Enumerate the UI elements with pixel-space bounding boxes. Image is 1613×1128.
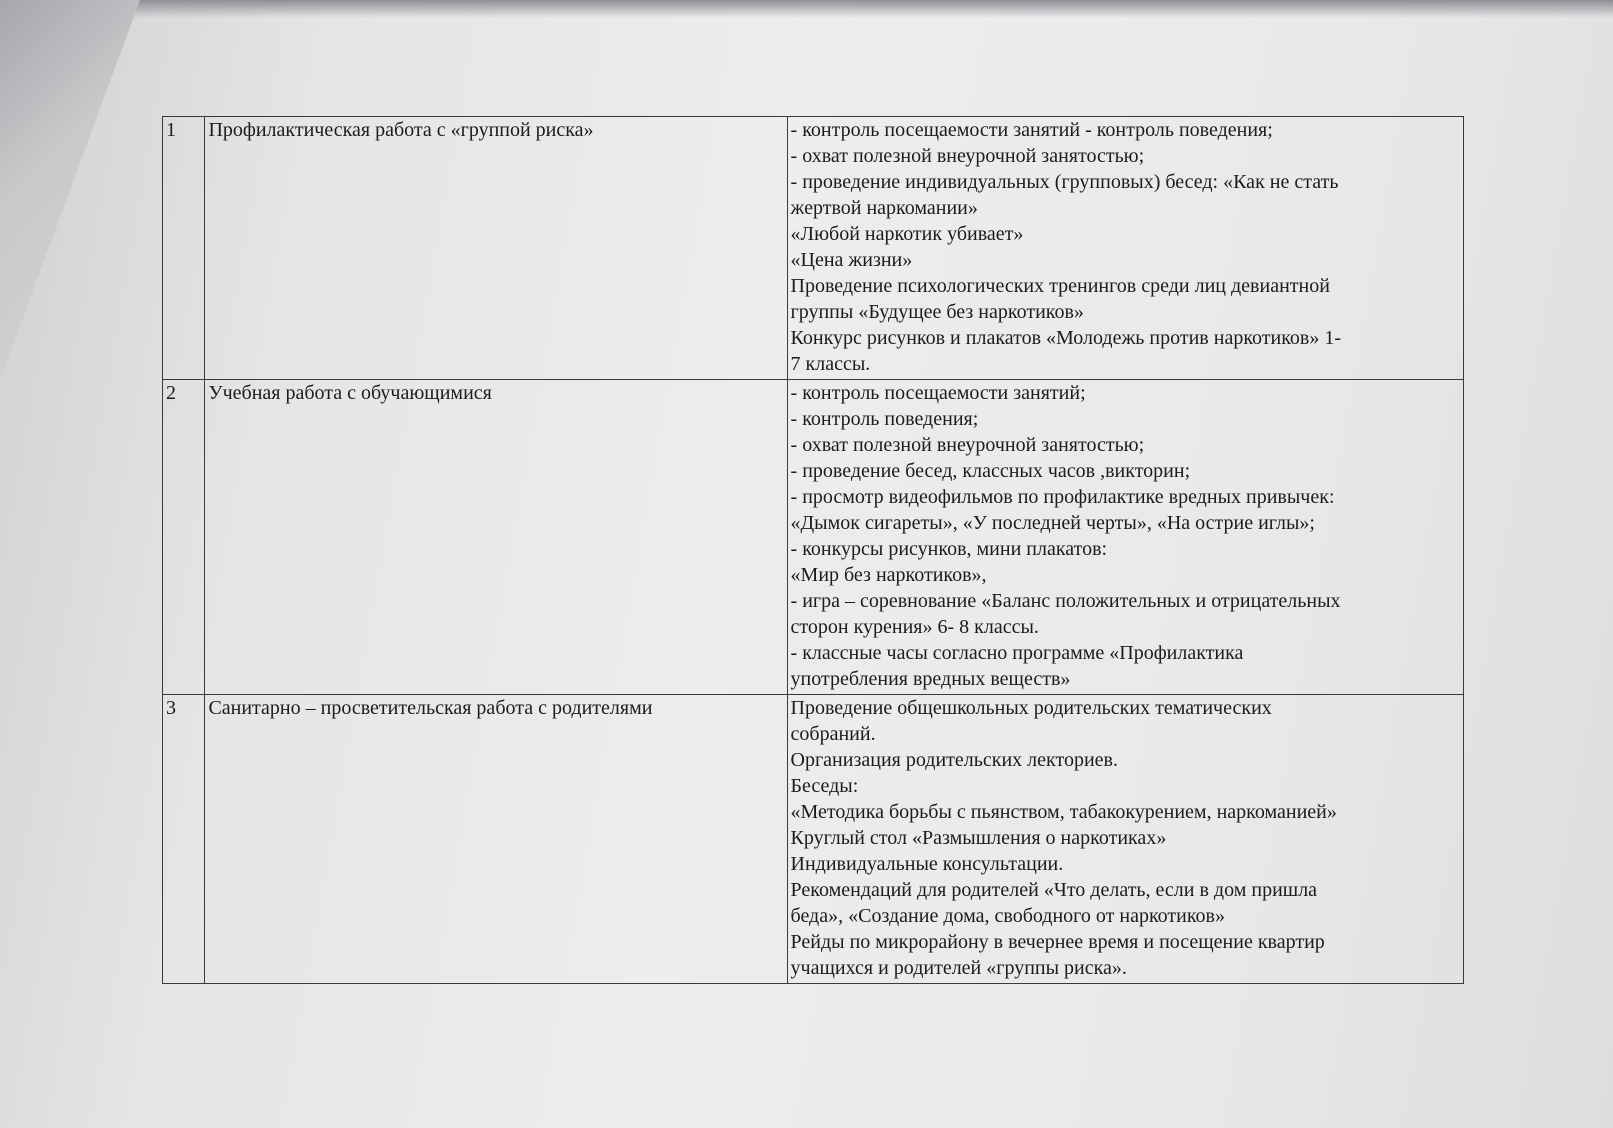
content-line: «Любой наркотик убивает» xyxy=(790,223,1024,245)
content-line: - проведение бесед, классных часов ,викторин; xyxy=(790,460,1191,482)
row-title: Профилактическая работа с «группой риска» xyxy=(205,117,787,380)
table-row xyxy=(163,117,1464,380)
content-line: употребления вредных веществ» xyxy=(790,668,1071,690)
content-line: учащихся и родителей «группы риска». xyxy=(790,957,1127,979)
content-line: - классные часы согласно программе «Профилактика xyxy=(790,642,1244,664)
content-line: - контроль посещаемости занятий; xyxy=(790,382,1086,404)
content-line: - охват полезной внеурочной занятостью; xyxy=(790,434,1145,456)
content-line: 7 классы. xyxy=(790,353,871,375)
row-number: 3 xyxy=(163,695,205,984)
content-line: «Цена жизни» xyxy=(790,249,913,271)
content-line: - проведение индивидуальных (групповых) бесед: «Как не стать xyxy=(790,171,1339,193)
content-line: сторон курения» 6- 8 классы. xyxy=(790,616,1039,638)
content-line: - контроль посещаемости занятий - контроль поведения; xyxy=(790,119,1273,141)
content-line: - конкурсы рисунков, мини плакатов: xyxy=(790,538,1108,560)
content-line: - контроль поведения; xyxy=(790,408,979,430)
content-line: Круглый стол «Размышления о наркотиках» xyxy=(790,827,1167,849)
content-line: Индивидуальные консультации. xyxy=(790,853,1064,875)
content-line: «Дымок сигареты», «У последней черты», «На острие иглы»; xyxy=(790,512,1315,534)
content-line: Конкурс рисунков и плакатов «Молодежь против наркотиков» 1- xyxy=(790,327,1342,349)
content-line: группы «Будущее без наркотиков» xyxy=(790,301,1084,323)
row-number: 1 xyxy=(163,117,205,380)
content-line: собраний. xyxy=(790,723,876,745)
content-line: Рейды по микрорайону в вечернее время и посещение квартир xyxy=(790,931,1325,953)
table-row xyxy=(163,380,1464,695)
row-title: Учебная работа с обучающимися xyxy=(205,380,787,695)
content-line: - игра – соревнование «Баланс положительных и отрицательных xyxy=(790,590,1341,612)
row-title: Санитарно – просветительская работа с родителями xyxy=(205,695,787,984)
content-line: Проведение психологических тренингов среди лиц девиантной xyxy=(790,275,1330,297)
content-line: «Мир без наркотиков», xyxy=(790,564,987,586)
content-line: Беседы: xyxy=(790,775,859,797)
activities-table xyxy=(162,116,1464,984)
table-row xyxy=(163,695,1464,984)
row-content xyxy=(787,380,1463,695)
content-line: жертвой наркомании» xyxy=(790,197,978,219)
row-content xyxy=(787,695,1463,984)
content-line: беда», «Создание дома, свободного от наркотиков» xyxy=(790,905,1225,927)
content-line: Рекомендаций для родителей «Что делать, если в дом пришла xyxy=(790,879,1318,901)
page-edge-shadow xyxy=(0,0,1613,18)
row-content xyxy=(787,117,1463,380)
content-line: «Методика борьбы с пьянством, табакокурением, наркоманией» xyxy=(790,801,1337,823)
content-line: Организация родительских лекториев. xyxy=(790,749,1118,771)
content-line: - просмотр видеофильмов по профилактике вредных привычек: xyxy=(790,486,1335,508)
row-number: 2 xyxy=(163,380,205,695)
content-line: Проведение общешкольных родительских тематических xyxy=(790,697,1272,719)
content-line: - охват полезной внеурочной занятостью; xyxy=(790,145,1145,167)
